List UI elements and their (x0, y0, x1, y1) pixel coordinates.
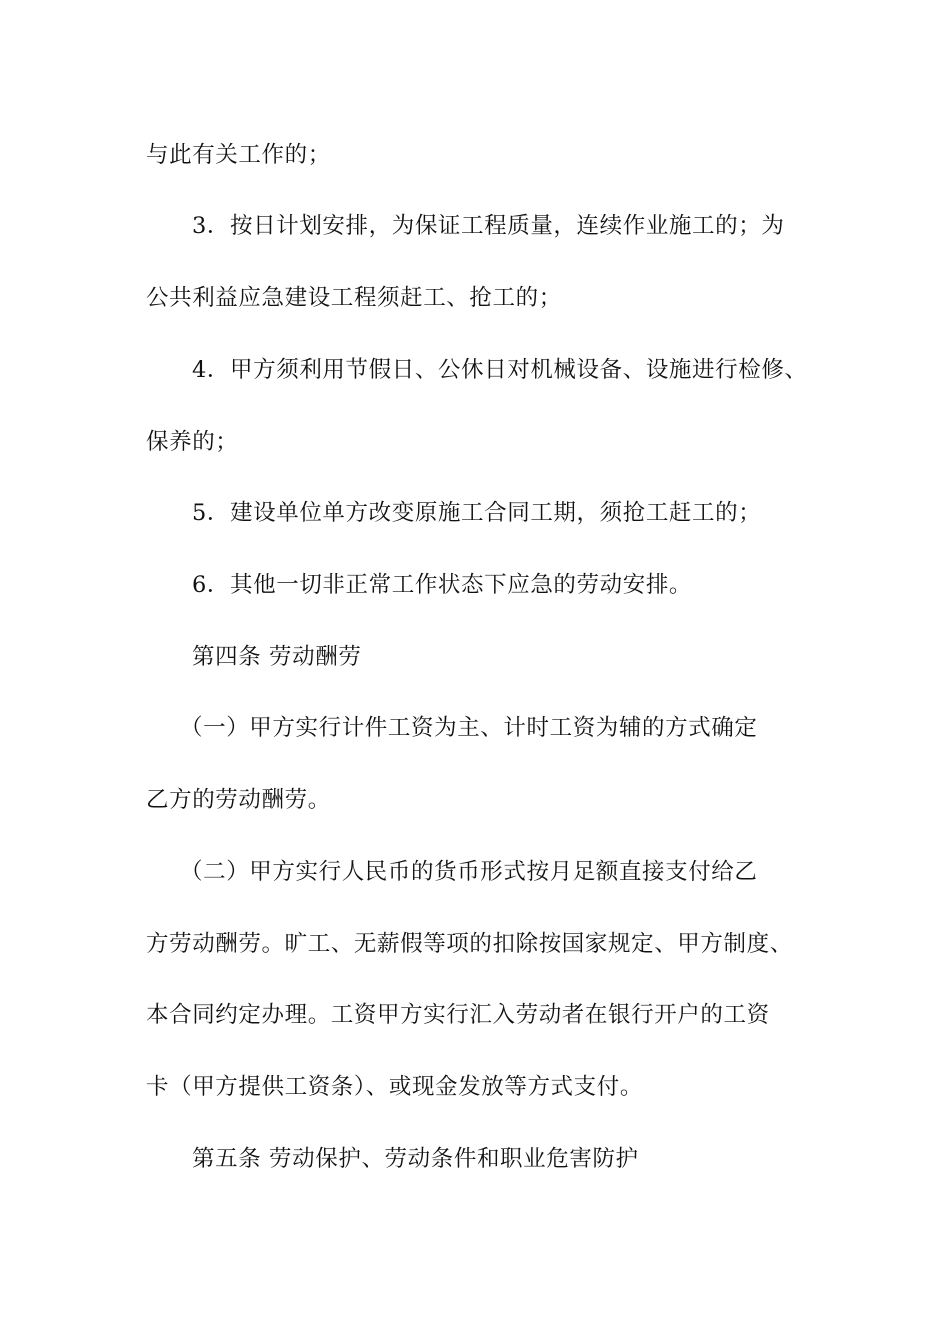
list-item-5: 5．建设单位单方改变原施工合同工期，须抢工赶工的； (192, 500, 762, 526)
section-heading-article-5: 第五条 劳动保护、劳动条件和职业危害防护 (192, 1146, 639, 1172)
clause-1: （一）甲方实行计件工资为主、计时工资为辅的方式确定 (180, 715, 758, 741)
text-line: 本合同约定办理。工资甲方实行汇入劳动者在银行开户的工资 (146, 1002, 770, 1028)
list-item-6: 6．其他一切非正常工作状态下应急的劳动安排。 (192, 572, 693, 598)
text-line: 乙方的劳动酬劳。 (146, 787, 331, 813)
section-heading-article-4: 第四条 劳动酬劳 (192, 644, 362, 670)
text-line: 保养的； (146, 429, 239, 455)
text-line: 卡（甲方提供工资条）、或现金发放等方式支付。 (146, 1074, 643, 1100)
text-line: 与此有关工作的； (146, 142, 331, 168)
list-item-3: 3．按日计划安排，为保证工程质量，连续作业施工的；为 (192, 213, 785, 239)
clause-2: （二）甲方实行人民币的货币形式按月足额直接支付给乙 (180, 859, 758, 885)
text-line: 公共利益应急建设工程须赶工、抢工的； (146, 285, 562, 311)
list-item-4: 4．甲方须利用节假日、公休日对机械设备、设施进行检修、 (192, 357, 808, 383)
text-line: 方劳动酬劳。旷工、无薪假等项的扣除按国家规定、甲方制度、 (146, 931, 793, 957)
